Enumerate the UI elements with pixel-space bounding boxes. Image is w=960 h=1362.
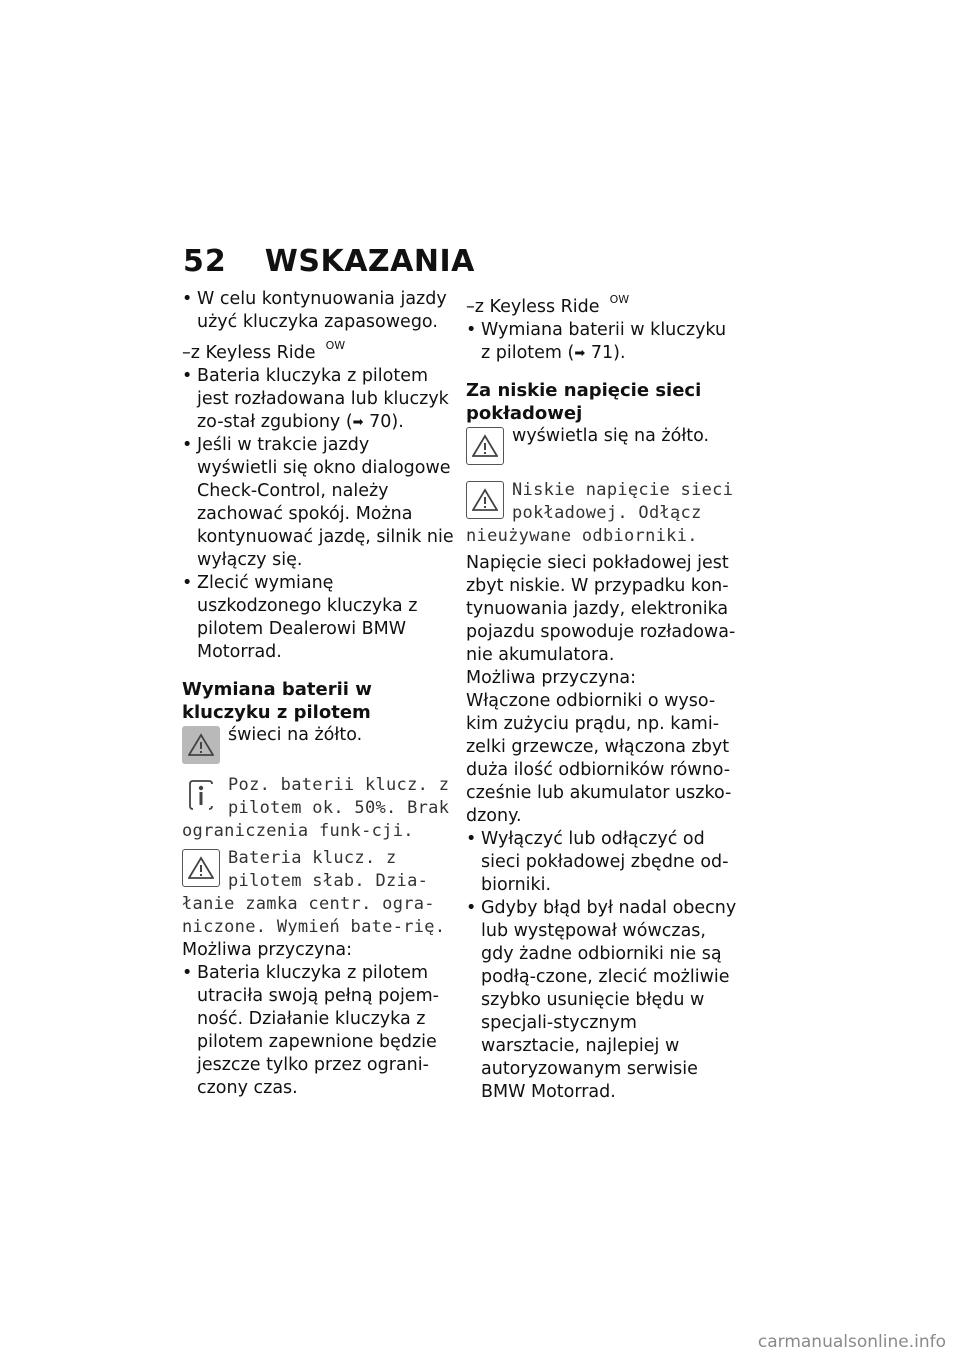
arrow-right-icon: ➡: [352, 415, 364, 430]
condition-line: [466, 288, 738, 319]
section-heading: Wymiana baterii w kluczyku z pilotem: [182, 679, 372, 723]
list-item-text: Wyłączyć lub odłączyć od sieci pokładowej zbędne od-biorniki.: [481, 829, 729, 895]
list-item: • Wyłączyć lub odłączyć od sieci pokładowej zbędne od-biorniki.: [466, 829, 729, 895]
paragraph: Włączone odbiorniki o wyso-kim zużyciu prądu, np. kami-zelki grzewcze, włączona zbyt duża ilość odbiorników równo-cześnie lub akumulator uszko-dzony.: [466, 691, 732, 826]
arrow-right-icon: ➡: [574, 346, 586, 361]
message-info: [182, 774, 454, 843]
warning-triangle-icon: [182, 849, 220, 887]
right-column: [466, 288, 738, 1104]
section-heading: Za niskie napięcie sieci pokładowej: [466, 380, 702, 424]
list-item-text: Wymiana baterii w kluczyku z pilotem (: [481, 320, 727, 363]
status-line: [466, 425, 738, 469]
page-title: WSKAZANIA: [264, 244, 475, 279]
condition-text: –z Keyless Ride: [466, 297, 600, 317]
list-item: • Jeśli w trakcie jazdy wyświetli się okno dialogowe Check-Control, należy zachować spokój. Można kontynuować jazdę, silnik nie wyłączy się.: [182, 435, 454, 570]
left-column: [182, 288, 454, 1100]
warning-triangle-icon: [182, 726, 220, 764]
status-text: wyświetla się na żółto.: [512, 426, 710, 446]
list-item: • Gdyby błąd był nadal obecny lub występował wówczas, gdy żadne odbiorniki nie są podłą-czone, zlecić możliwie szybko usunięcie błędu w specjali-stycznym warsztacie, najlepiej w autoryzowanym serwisie BMW Motorrad.: [466, 898, 737, 1102]
list-item-text: Bateria kluczyka z pilotem utraciła swoją pełną pojem-ność. Działanie kluczyka z pilotem zapewnione będzie jeszcze tylko przez ograni-czony czas.: [197, 963, 439, 1098]
message-text: Niskie napięcie sieci pokładowej. Odłącz nieużywane odbiorniki.: [466, 480, 734, 546]
list-item-text: Bateria kluczyka z pilotem jest rozładowana lub kluczyk zo-stał zgubiony (: [197, 366, 449, 432]
condition-superscript: OW: [325, 339, 346, 352]
page-header: [183, 244, 475, 284]
list-item-text: Zlecić wymianę uszkodzonego kluczyka z pilotem Dealerowi BMW Motorrad.: [197, 573, 418, 662]
status-text: świeci na żółto.: [228, 725, 363, 745]
page-reference[interactable]: 70).: [369, 412, 404, 432]
list-item-text: W celu kontynuowania jazdy użyć kluczyka zapasowego.: [197, 289, 447, 332]
page-number: 52: [183, 244, 227, 279]
list-item: • Zlecić wymianę uszkodzonego kluczyka z pilotem Dealerowi BMW Motorrad.: [182, 573, 418, 662]
message-text: Bateria klucz. z pilotem słab. Dzia-łanie zamka centr. ogra-niczone. Wymień bate-rię.: [182, 848, 446, 937]
info-icon: [182, 776, 220, 814]
list-item-text: Gdyby błąd był nadal obecny lub występował wówczas, gdy żadne odbiorniki nie są podłą-czone, zlecić możliwie szybko usunięcie błędu w specjali-stycznym warsztacie, najlepiej w autoryzowanym serwisie BMW Motorrad.: [481, 898, 737, 1102]
status-line: [182, 724, 454, 768]
cause-label: Możliwa przyczyna:: [466, 668, 637, 688]
page-reference[interactable]: 71).: [590, 343, 626, 363]
paragraph: Napięcie sieci pokładowej jest zbyt niskie. W przypadku kon-tynuowania jazdy, elektronika pojazdu spowoduje rozładowa-nie akumulatora.: [466, 553, 736, 665]
cause-label: Możliwa przyczyna:: [182, 940, 353, 960]
list-item: • Wymiana baterii w kluczyku z pilotem (➡ 71).: [466, 320, 727, 363]
list-item: • Bateria kluczyka z pilotem utraciła swoją pełną pojem-ność. Działanie kluczyka z pilotem zapewnione będzie jeszcze tylko przez ograni-czony czas.: [182, 963, 439, 1098]
list-item: • W celu kontynuowania jazdy użyć kluczyka zapasowego.: [182, 289, 447, 332]
message-text: Poz. baterii klucz. z pilotem ok. 50%. Brak ograniczenia funk-cji.: [182, 775, 450, 841]
warning-triangle-icon: [466, 481, 504, 519]
condition-line: [182, 334, 454, 365]
warning-triangle-icon: [466, 427, 504, 465]
watermark: carmanualsonline.info: [757, 1332, 946, 1352]
list-item: • Bateria kluczyka z pilotem jest rozładowana lub kluczyk zo-stał zgubiony (➡ 70).: [182, 366, 449, 432]
message-warning: [466, 479, 738, 548]
message-warning: [182, 847, 454, 939]
condition-text: –z Keyless Ride: [182, 343, 316, 363]
list-item-text: Jeśli w trakcie jazdy wyświetli się okno dialogowe Check-Control, należy zachować spokój. Można kontynuować jazdę, silnik nie wyłączy się.: [197, 435, 454, 570]
condition-superscript: OW: [609, 293, 630, 306]
